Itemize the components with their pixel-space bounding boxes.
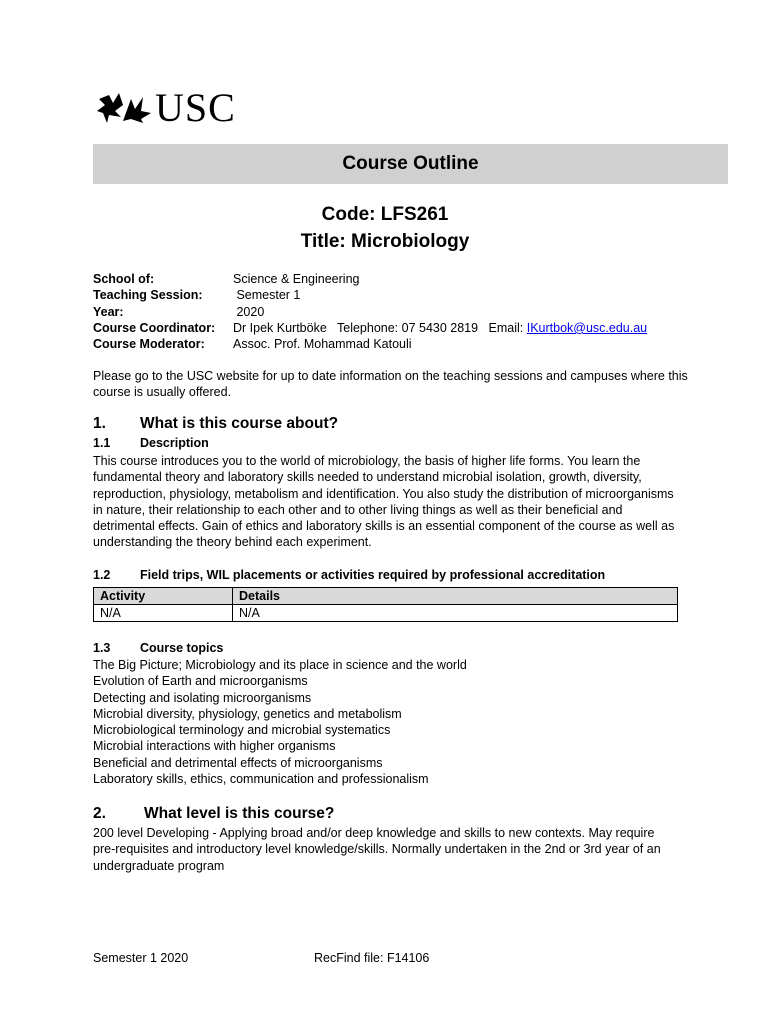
description-paragraph: This course introduces you to the world of microbiology, the basis of higher life forms. You learn the fundamental theory and laboratory skills needed to understand microbial isolation, growth, diversity, reproduction, physiology, metabolism and identification. You also study the distribution of microorganisms in nature, their relationship to each other and to other living things as well as their beneficial and detrimental effects. Gain of ethics and laboratory skills is an essential component of the course as well as understanding the theory behind each experiment.	[93, 454, 675, 550]
table-header-row	[94, 588, 678, 605]
info-label: Course Coordinator:	[93, 320, 216, 335]
section-title: What level is this course?	[144, 805, 335, 822]
subsection-title: Field trips, WIL placements or activities required by professional accreditation	[140, 568, 606, 582]
course-info	[93, 271, 647, 352]
table-header-cell: Activity	[94, 588, 233, 605]
footer-semester: Semester 1 2020	[93, 951, 189, 965]
section-title: What is this course about?	[140, 415, 339, 432]
list-item: Microbiological terminology and microbial systematics	[93, 723, 391, 738]
course-topics-list	[93, 657, 467, 787]
coordinator-text: Dr Ipek Kurtböke Telephone: 07 5430 2819 Email:	[233, 320, 527, 335]
list-item: Beneficial and detrimental effects of microorganisms	[93, 755, 383, 770]
table-cell: N/A	[94, 605, 233, 622]
info-value: Assoc. Prof. Mohammad Katouli	[233, 337, 412, 352]
level-paragraph: 200 level Developing - Applying broad and/or deep knowledge and skills to new contexts. May require pre-requisites and introductory level knowledge/skills. Normally undertaken in the 2nd or 3rd year of an undergraduate program	[93, 826, 661, 873]
course-outline-banner	[93, 144, 728, 184]
info-row	[93, 304, 647, 320]
footer-recfind: RecFind file: F14106	[314, 951, 430, 965]
info-row	[93, 287, 647, 303]
table-header-cell: Details	[233, 588, 678, 605]
table-row	[94, 605, 678, 622]
subsection-title: Course topics	[140, 641, 224, 655]
section-1-heading	[93, 415, 338, 433]
course-code: Code: LFS261	[321, 204, 449, 225]
info-row	[93, 271, 647, 287]
list-item: Evolution of Earth and microorganisms	[93, 674, 308, 689]
info-label: Course Moderator:	[93, 337, 205, 352]
intro-paragraph: Please go to the USC website for up to date information on the teaching sessions and campuses where this course is usually offered.	[93, 369, 688, 400]
list-item: Detecting and isolating microorganisms	[93, 690, 312, 705]
info-row	[93, 336, 647, 352]
subsection-1-1-heading	[93, 436, 209, 450]
banner-title: Course Outline	[342, 153, 479, 174]
usc-logo-text: USC	[155, 85, 236, 130]
list-item: Laboratory skills, ethics, communication and professionalism	[93, 772, 429, 787]
section-number: 1.	[93, 415, 106, 432]
subsection-1-3-heading	[93, 641, 223, 655]
info-value: 2020	[233, 304, 265, 319]
info-value: Science & Engineering	[233, 272, 360, 286]
list-item: Microbial diversity, physiology, genetics and metabolism	[93, 706, 402, 721]
info-row	[93, 320, 647, 336]
coordinator-email-link[interactable]: IKurtbok@usc.edu.au	[526, 320, 648, 335]
info-label: Year:	[93, 304, 124, 319]
table-cell: N/A	[233, 605, 678, 622]
subsection-number: 1.1	[93, 436, 111, 450]
subsection-1-2-heading	[93, 568, 605, 582]
info-label: School of:	[93, 272, 155, 286]
activities-table	[93, 587, 678, 622]
section-2-heading	[93, 805, 334, 823]
course-title: Title: Microbiology	[300, 231, 470, 252]
list-item: Microbial interactions with higher organisms	[93, 739, 336, 754]
list-item: The Big Picture; Microbiology and its place in science and the world	[93, 658, 467, 672]
subsection-number: 1.2	[93, 568, 111, 582]
subsection-number: 1.3	[93, 641, 111, 655]
section-number: 2.	[93, 805, 106, 822]
info-value: Semester 1	[233, 288, 301, 303]
subsection-title: Description	[140, 436, 209, 450]
info-label: Teaching Session:	[93, 288, 203, 303]
info-value	[233, 320, 647, 336]
usc-logo	[97, 85, 236, 130]
usc-leaf-icon	[97, 91, 153, 125]
